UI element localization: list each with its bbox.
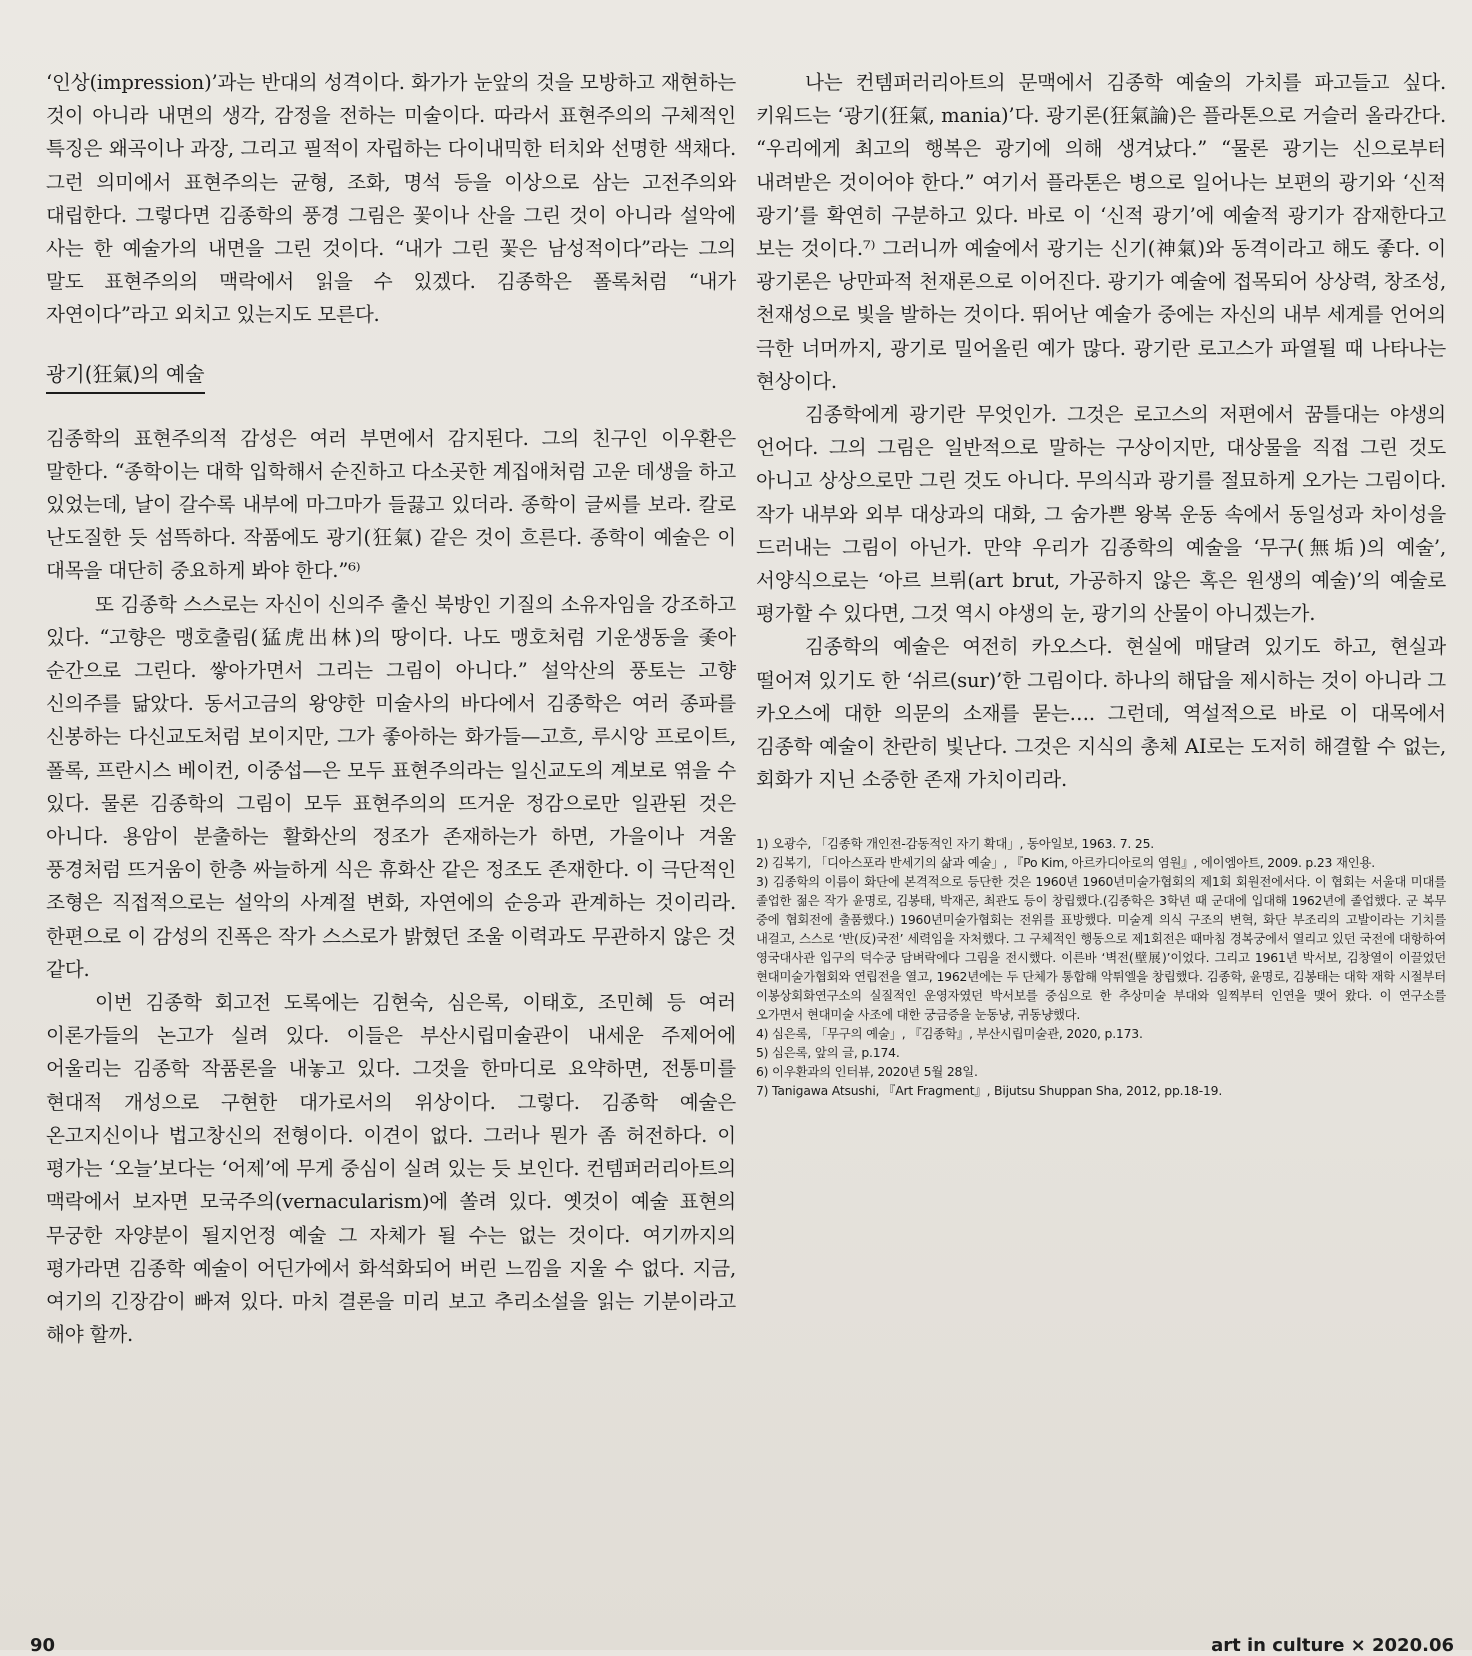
body-paragraph: ‘인상(impression)’과는 반대의 성격이다. 화가가 눈앞의 것을 모방하고 재현하는 것이 아니라 내면의 생각, 감정을 전하는 미술이다. 따라서 표현주의의 구체적인 특징은 왜곡이나 과장, 그리고 필적이 자립하는 다이내믹한 터치와 선명한 색채다. 그런 의미에서 표현주의는 균형, 조화, 명석 등을 이상으로 삼는 고전주의와 대립한다. 그렇다면 김종학의 풍경 그림은 꽃이나 산을 그린 것이 아니라 설악에 사는 한 예술가의 내면을 그린 것이다. “내가 그린 꽃은 남성적이다”라는 그의 말도 표현주의의 맥락에서 읽을 수 있겠다. 김종학은 폴록처럼 “내가 자연이다”라고 외치고 있는지도 모른다. bbox=[46, 71, 736, 327]
right-column bbox=[756, 66, 1446, 1100]
left-column bbox=[46, 66, 736, 1351]
body-paragraph: 또 김종학 스스로는 자신이 신의주 출신 북방인 기질의 소유자임을 강조하고 있다. “고향은 맹호출림(猛虎出林)의 땅이다. 나도 맹호처럼 기운생동을 좇아 순간으로 그린다. 쌓아가면서 그리는 그림이 아니다.” 설악산의 풍토는 고향 신의주를 닮았다. 동서고금의 왕양한 미술사의 바다에서 김종학은 여러 종파를 신봉하는 다신교도처럼 보이지만, 그가 좋아하는 화가들—고흐, 루시앙 프로이트, 폴록, 프란시스 베이컨, 이중섭—은 모두 표현주의라는 일신교도의 계보로 엮을 수 있다. 물론 김종학의 그림이 모두 표현주의의 뜨거운 정감으로만 일관된 것은 아니다. 용암이 분출하는 활화산의 정조가 존재하는가 하면, 가을이나 겨울 풍경처럼 뜨거움이 한층 싸늘하게 식은 휴화산 같은 정조도 존재한다. 이 극단적인 조형은 직접적으로는 설악의 사계절 변화, 자연에의 순응과 관계하는 것이리라. 한편으로 이 감성의 진폭은 작가 스스로가 밝혔던 조울 이력과도 무관하지 않은 것 같다. bbox=[46, 592, 736, 981]
footnote: 6) 이우환과의 인터뷰, 2020년 5월 28일. bbox=[756, 1064, 978, 1080]
body-paragraph: 이번 김종학 회고전 도록에는 김현숙, 심은록, 이태호, 조민혜 등 여러 이론가들의 논고가 실려 있다. 이들은 부산시립미술관이 내세운 주제어에 어울리는 김종학 작품론을 내놓고 있다. 그것을 한마디로 요약하면, 전통미를 현대적 개성으로 구현한 대가로서의 위상이다. 그렇다. 김종학 예술은 온고지신이나 법고창신의 전형이다. 이견이 없다. 그러나 뭔가 좀 허전하다. 이 평가는 ‘오늘’보다는 ‘어제’에 무게 중심이 실려 있는 듯 보인다. 컨템퍼러리아트의 맥락에서 보자면 모국주의(vernacularism)에 쏠려 있다. 옛것이 예술 표현의 무궁한 자양분이 될지언정 예술 그 자체가 될 수는 없는 것이다. 여기까지의 평가라면 김종학 예술이 어딘가에서 화석화되어 버린 느낌을 지울 수 없다. 지금, 여기의 긴장감이 빠져 있다. 마치 결론을 미리 보고 추리소설을 읽는 기분이라고 해야 할까. bbox=[46, 991, 736, 1347]
footnote: 2) 김복기, 「디아스포라 반세기의 삶과 예술」, 『Po Kim, 아르카디아로의 염원』, 에이엠아트, 2009. p.23 재인용. bbox=[756, 855, 1375, 871]
footnote: 5) 심은록, 앞의 글, p.174. bbox=[756, 1045, 900, 1061]
body-paragraph: 김종학의 예술은 여전히 카오스다. 현실에 매달려 있기도 하고, 현실과 떨어져 있기도 한 ‘쉬르(sur)’한 그림이다. 하나의 해답을 제시하는 것이 아니라 그 카오스에 대한 의문의 소재를 묻는…. 그런데, 역설적으로 바로 이 대목에서 김종학 예술이 찬란히 빛난다. 그것은 지식의 총체 AI로는 도저히 해결할 수 없는, 회화가 지닌 소중한 존재 가치이리라. bbox=[756, 635, 1446, 792]
section-heading: 광기(狂氣)의 예술 bbox=[46, 360, 205, 394]
page-number: 90 bbox=[30, 1635, 56, 1656]
footnote: 1) 오광수, 「김종학 개인전-감동적인 자기 확대」, 동아일보, 1963. 7. 25. bbox=[756, 836, 1154, 852]
body-paragraph: 김종학에게 광기란 무엇인가. 그것은 로고스의 저편에서 꿈틀대는 야생의 언어다. 그의 그림은 일반적으로 말하는 구상이지만, 대상물을 직접 그린 것도 아니고 상상으로만 그린 것도 아니다. 무의식과 광기를 절묘하게 오가는 그림이다. 작가 내부와 외부 대상과의 대화, 그 숨가쁜 왕복 운동 속에서 동일성과 차이성을 드러내는 그림이 아닌가. 만약 우리가 김종학의 예술을 ‘무구(無垢)의 예술’, 서양식으로는 ‘아르 브뤼(art brut, 가공하지 않은 혹은 원생의 예술)’의 예술로 평가할 수 있다면, 그것 역시 야생의 눈, 광기의 산물이 아니겠는가. bbox=[756, 403, 1446, 626]
body-paragraph: 나는 컨템퍼러리아트의 문맥에서 김종학 예술의 가치를 파고들고 싶다. 키워드는 ‘광기(狂氣, mania)’다. 광기론(狂氣論)은 플라톤으로 거슬러 올라간다. “우리에게 최고의 행복은 광기에 의해 생겨났다.” “물론 광기는 신으로부터 내려받은 것이어야 한다.” 여기서 플라톤은 병으로 일어나는 보편의 광기와 ‘신적 광기’를 확연히 구분하고 있다. 바로 이 ‘신적 광기’에 예술적 광기가 잠재한다고 보는 것이다.⁷⁾ 그러니까 예술에서 광기는 신기(神氣)와 동격이라고 해도 좋다. 이 광기론은 낭만파적 천재론으로 이어진다. 광기가 예술에 접목되어 상상력, 창조성, 천재성으로 빛을 발하는 것이다. 뛰어난 예술가 중에는 자신의 내부 세계를 언어의 극한 너머까지, 광기로 밀어올린 예가 많다. 광기란 로고스가 파열될 때 나타나는 현상이다. bbox=[756, 71, 1446, 393]
body-paragraph: 김종학의 표현주의적 감성은 여러 부면에서 감지된다. 그의 친구인 이우환은 말한다. “종학이는 대학 입학해서 순진하고 다소곳한 계집애처럼 고운 데생을 하고 있었는데, 날이 갈수록 내부에 마그마가 들끓고 있더라. 종학이 글씨를 보라. 칼로 난도질한 듯 섬뜩하다. 작품에도 광기(狂氣) 같은 것이 흐른다. 종학이 예술은 이 대목을 대단히 중요하게 봐야 한다.”⁶⁾ bbox=[46, 426, 736, 583]
footnote: 7) Tanigawa Atsushi, 『Art Fragment』, Bijutsu Shuppan Sha, 2012, pp.18-19. bbox=[756, 1083, 1223, 1099]
footnotes bbox=[756, 834, 1446, 1100]
footnote: 4) 심은록, 「무구의 예술」, 『김종학』, 부산시립미술관, 2020, p.173. bbox=[756, 1026, 1143, 1042]
footnote: 3) 김종학의 이름이 화단에 본격적으로 등단한 것은 1960년 1960년미술가협회의 제1회 회원전에서다. 이 협회는 서울대 미대를 졸업한 젊은 작가 윤명로, 김봉태, 박재곤, 최관도 등이 창립했다.(김종학은 3학년 때 군대에 입대해 1962년에 졸업했다. 군 복무 중에 협회전에 출품했다.) 1960년미술가협회는 전위를 표방했다. 미술계 의식 구조의 변혁, 화단 부조리의 고발이라는 기치를 내걸고, 스스로 ‘반(反)국전’ 세력임을 자처했다. 그 구체적인 행동으로 제1회전은 때마침 경복궁에서 열리고 있던 국전에 대항하여 영국대사관 입구의 덕수궁 담벼락에다 그림을 전시했다. 이른바 ‘벽전(壁展)’이었다. 그리고 1961년 박서보, 김창열이 이끌었던 현대미술가협회와 연립전을 열고, 1962년에는 두 단체가 통합해 악튀엘을 창립했다. 김종학, 윤명로, 김봉태는 대학 재학 시절부터 이봉상회화연구소의 실질적인 운영자였던 박서보를 중심으로 한 추상미술 부대와 일찍부터 인연을 맺어 왔다. 이 연구소를 오가면서 현대미술 사조에 대한 궁금증을 눈동냥, 귀동냥했다. bbox=[756, 874, 1446, 1023]
magazine-footer: art in culture × 2020.06 bbox=[1211, 1635, 1454, 1656]
